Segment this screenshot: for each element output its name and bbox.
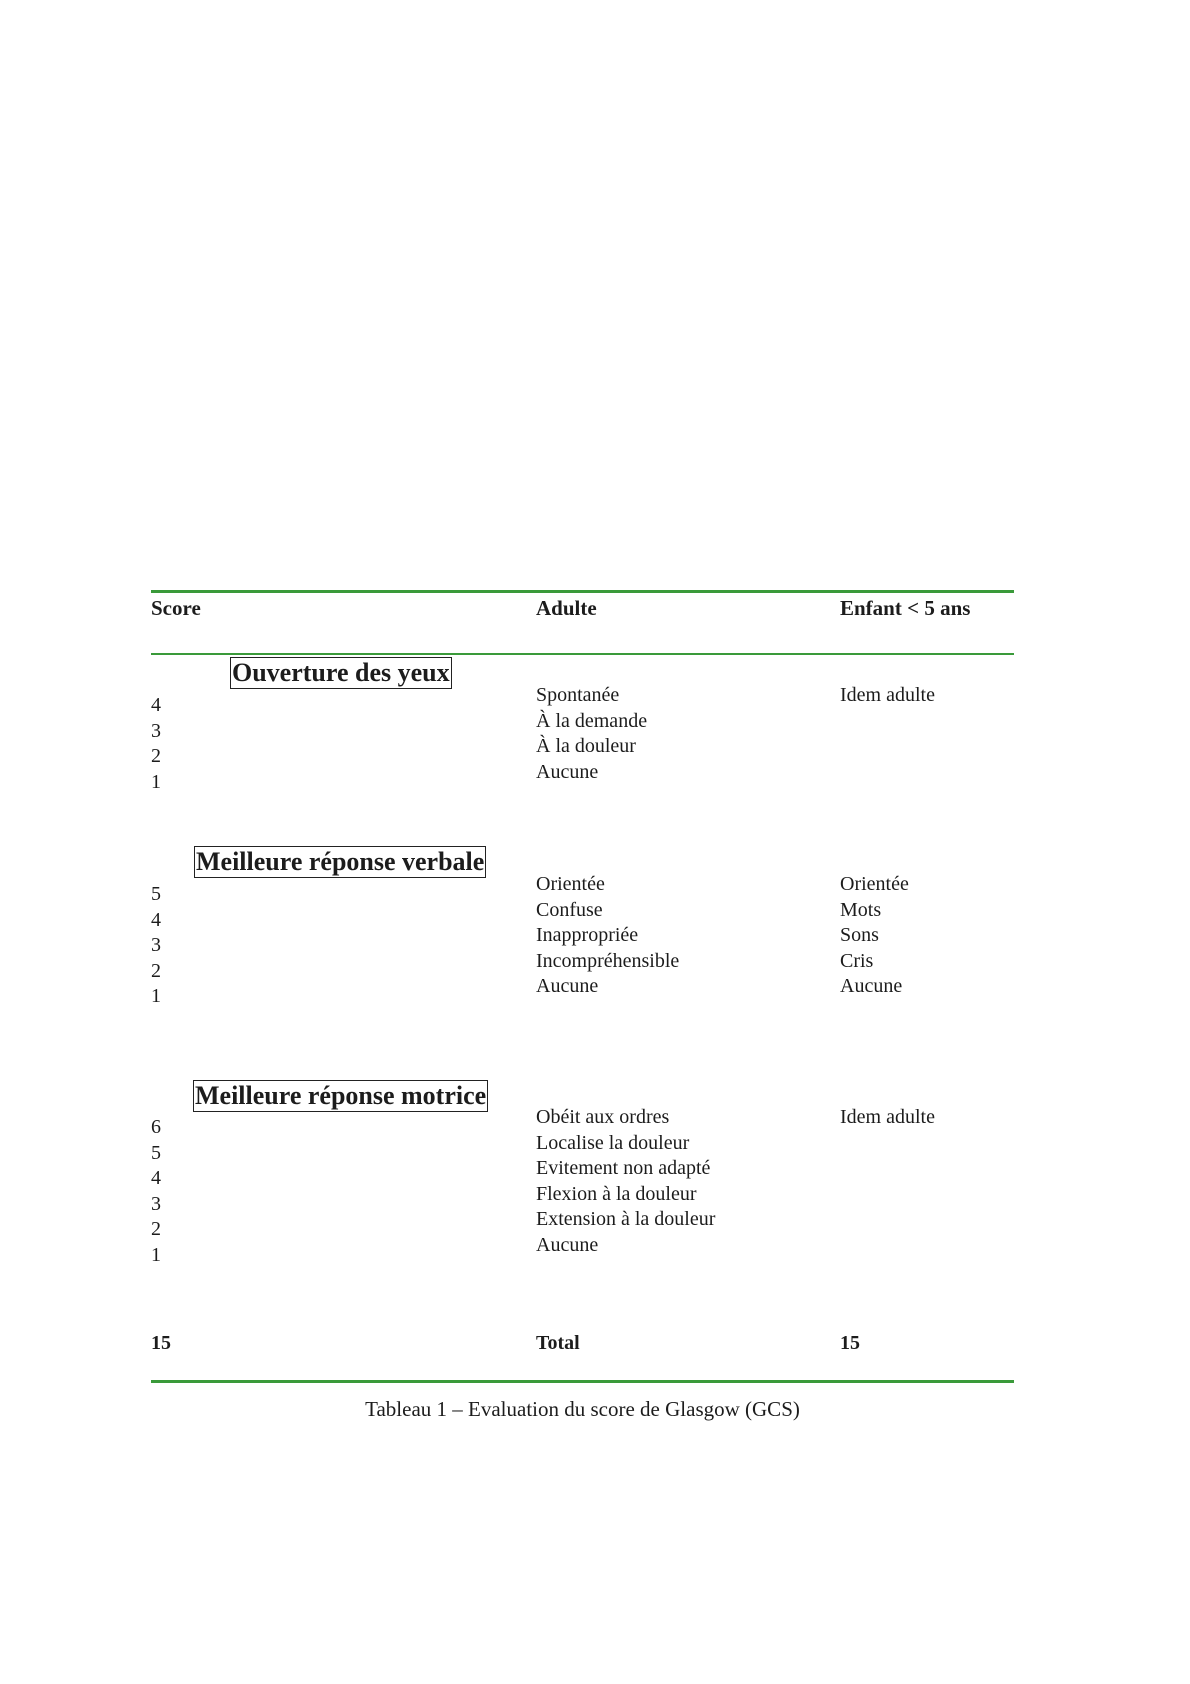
child-column [840,872,909,1000]
child-column [840,1105,935,1131]
child-response: Orientée [840,873,909,895]
section-title: Meilleure réponse motrice [195,1081,487,1110]
score-column [151,693,161,795]
top-rule [151,590,1014,593]
score-value: 1 [151,1243,161,1266]
adult-column [536,1105,715,1258]
adult-response: Confuse [536,898,603,921]
adult-response: Spontanée [536,684,620,706]
score-value: 1 [151,770,161,793]
header-rule [151,653,1014,655]
adult-response: À la douleur [536,735,636,757]
score-value: 4 [151,1167,161,1189]
section-title: Ouverture des yeux [232,658,450,687]
bottom-rule [151,1380,1014,1383]
table-caption: Tableau 1 – Evaluation du score de Glasgow (GCS) [365,1397,800,1421]
adult-response: Inappropriée [536,924,639,946]
score-value: 3 [151,719,161,742]
score-value: 2 [151,745,161,767]
total-label: Total [536,1332,580,1354]
total-score: 15 [151,1332,171,1354]
total-child: 15 [840,1332,860,1354]
child-response: Idem adulte [840,684,935,706]
child-response: Cris [840,949,874,972]
score-value: 4 [151,908,161,931]
adult-column [536,683,647,785]
score-value: 5 [151,883,161,905]
adult-column [536,872,679,1000]
score-value: 5 [151,1141,161,1164]
header-score: Score [151,596,201,620]
adult-response: Orientée [536,873,605,895]
child-column [840,683,935,709]
score-value: 3 [151,934,161,956]
score-value: 1 [151,985,161,1007]
adult-response: Aucune [536,760,599,783]
adult-response: Localise la douleur [536,1131,690,1154]
section-title: Meilleure réponse verbale [196,847,485,876]
score-column [151,1115,161,1268]
adult-response: Evitement non adapté [536,1157,711,1179]
adult-response: Flexion à la douleur [536,1182,697,1205]
header-child: Enfant < 5 ans [840,596,971,620]
adult-response: Extension à la douleur [536,1208,716,1230]
score-value: 4 [151,694,161,716]
child-response: Idem adulte [840,1106,935,1128]
child-response: Aucune [840,975,903,997]
adult-response: Obéit aux ordres [536,1106,670,1128]
header-adult: Adulte [536,596,597,620]
adult-response: Aucune [536,1233,599,1256]
adult-response: À la demande [536,709,648,732]
score-value: 2 [151,1218,161,1240]
score-value: 3 [151,1192,161,1215]
adult-response: Incompréhensible [536,949,680,972]
adult-response: Aucune [536,975,599,997]
score-column [151,882,161,1010]
score-value: 6 [151,1116,161,1138]
child-response: Sons [840,924,879,946]
score-value: 2 [151,959,161,982]
child-response: Mots [840,898,882,921]
